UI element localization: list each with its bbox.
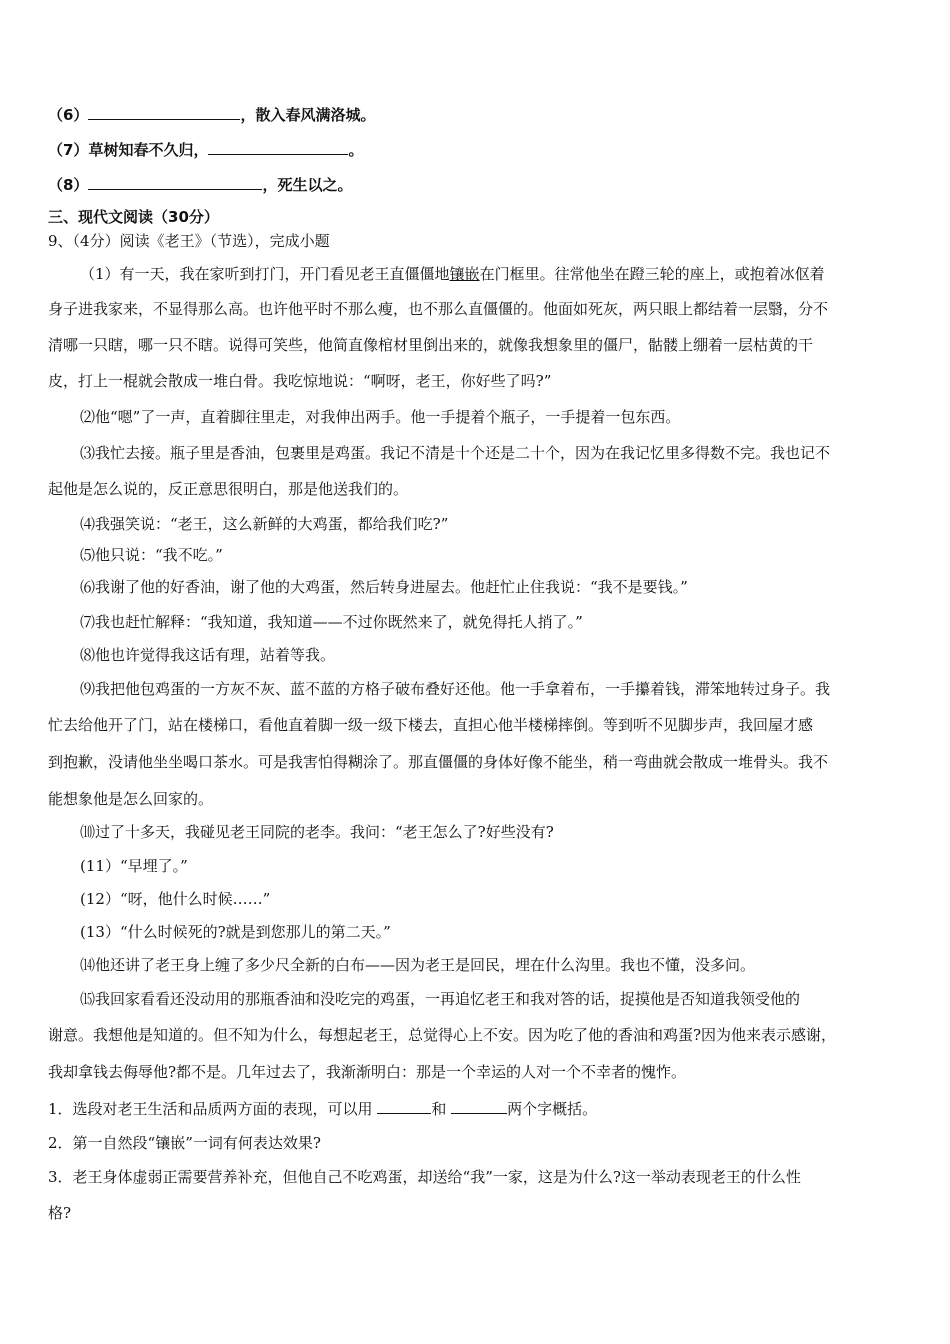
passage-line: ⑽过了十多天，我碰见老王同院的老李。我问：“老王怎么了?好些没有? <box>80 823 554 841</box>
fill-item-7 <box>48 138 363 160</box>
answer-blank[interactable] <box>451 1097 507 1114</box>
passage-line: ⒁他还讲了老王身上缠了多少尺全新的白布——因为老王是回民，埋在什么沟里。我也不懂，没多问。 <box>80 956 756 974</box>
passage-line: ⑺我也赶忙解释：“我知道，我知道——不过你既然来了，就免得托人捎了。” <box>80 613 583 631</box>
question-text: 和 <box>431 1100 452 1118</box>
passage-line: 皮，打上一棍就会散成一堆白骨。我吃惊地说：“啊呀，老王，你好些了吗?” <box>48 372 552 390</box>
passage-line: (11）“早埋了。” <box>80 857 188 875</box>
passage-line: ⒂我回家看看还没动用的那瓶香油和没吃完的鸡蛋，一再追忆老王和我对答的话，捉摸他是否知道我领受他的 <box>80 990 801 1008</box>
passage-line: 忙去给他开了门，站在楼梯口，看他直着脚一级一级下楼去，直担心他半楼梯摔倒。等到听不见脚步声，我回屋才感 <box>48 716 814 734</box>
answer-blank[interactable] <box>208 138 348 155</box>
passage-line: ⑻他也许觉得我这话有理，站着等我。 <box>80 646 336 664</box>
passage-line <box>80 264 825 284</box>
passage-line: ⑵他“嗯”了一声，直着脚往里走，对我伸出两手。他一手提着个瓶子，一手提着一包东西。 <box>80 408 681 426</box>
passage-line: 我却拿钱去侮辱他?都不是。几年过去了，我渐渐明白：那是一个幸运的人对一个不幸者的愧怍。 <box>48 1063 687 1081</box>
underlined-word: 镶嵌 <box>449 265 480 283</box>
passage-line: 能想象他是怎么回家的。 <box>48 790 214 808</box>
passage-text: 在门框里。往常他坐在蹬三轮的座上，或抱着冰伛着 <box>479 265 825 283</box>
fill-item-text: 草树知春不久归， <box>88 141 209 159</box>
fill-item-number: （6） <box>48 106 89 124</box>
question-2: 2．第一自然段“镶嵌”一词有何表达效果? <box>48 1134 321 1152</box>
passage-line: ⑸他只说：“我不吃。” <box>80 546 223 564</box>
passage-line: 清哪一只瞎，哪一只不瞎。说得可笑些，他简直像棺材里倒出来的，就像我想象里的僵尸，骷髅上绷着一层枯黄的干 <box>48 336 814 354</box>
passage-line: 起他是怎么说的，反正意思很明白，那是他送我们的。 <box>48 480 409 498</box>
fill-item-8 <box>48 173 352 195</box>
fill-item-text: ，散入春风满洛城。 <box>240 106 376 124</box>
question-3: 3．老王身体虚弱正需要营养补充，但他自己不吃鸡蛋，却送给“我”一家，这是为什么?这一举动表现老王的什么性 <box>48 1168 801 1186</box>
answer-blank[interactable] <box>88 103 240 120</box>
fill-item-number: （8） <box>48 176 89 194</box>
question-text: 1．选段对老王生活和品质两方面的表现，可以用 <box>48 1100 378 1118</box>
question-1 <box>48 1097 597 1119</box>
passage-line: 身子进我家来，不显得那么高。也许他平时不那么瘦，也不那么直僵僵的。他面如死灰，两只眼上都结着一层翳，分不 <box>48 300 829 318</box>
question-text: 两个字概括。 <box>507 1100 598 1118</box>
question-3-continued: 格? <box>48 1204 72 1222</box>
passage-line: ⑷我强笑说：“老王，这么新鲜的大鸡蛋，都给我们吃?” <box>80 515 449 533</box>
section-title: 三、现代文阅读（30分） <box>48 208 219 226</box>
fill-item-number: （7） <box>48 141 89 159</box>
fill-item-text: ，死生以之。 <box>262 176 353 194</box>
passage-line: ⑼我把他包鸡蛋的一方灰不灰、蓝不蓝的方格子破布叠好还他。他一手拿着布，一手攥着钱，滞笨地转过身子。我 <box>80 680 831 698</box>
fill-item-6 <box>48 103 375 125</box>
passage-line: (13）“什么时候死的?就是到您那儿的第二天。” <box>80 923 391 941</box>
passage-line: ⑹我谢了他的好香油，谢了他的大鸡蛋，然后转身进屋去。他赶忙止住我说：“我不是要钱。” <box>80 578 688 596</box>
passage-line: (12）“呀，他什么时候……” <box>80 890 271 908</box>
passage-line: 谢意。我想他是知道的。但不知为什么，每想起老王，总觉得心上不安。因为吃了他的香油和鸡蛋?因为他来表示感谢， <box>48 1026 837 1044</box>
answer-blank[interactable] <box>377 1097 431 1114</box>
passage-line: ⑶我忙去接。瓶子里是香油，包裹里是鸡蛋。我记不清是十个还是二十个，因为在我记忆里多得数不完。我也记不 <box>80 444 831 462</box>
fill-item-text: 。 <box>348 141 364 159</box>
question-header: 9、（4分）阅读《老王》（节选），完成小题 <box>48 232 330 250</box>
passage-text: （1）有一天，我在家听到打门，开门看见老王直僵僵地 <box>80 265 450 283</box>
passage-line: 到抱歉，没请他坐坐喝口茶水。可是我害怕得糊涂了。那直僵僵的身体好像不能坐，稍一弯曲就会散成一堆骨头。我不 <box>48 753 829 771</box>
answer-blank[interactable] <box>88 173 262 190</box>
